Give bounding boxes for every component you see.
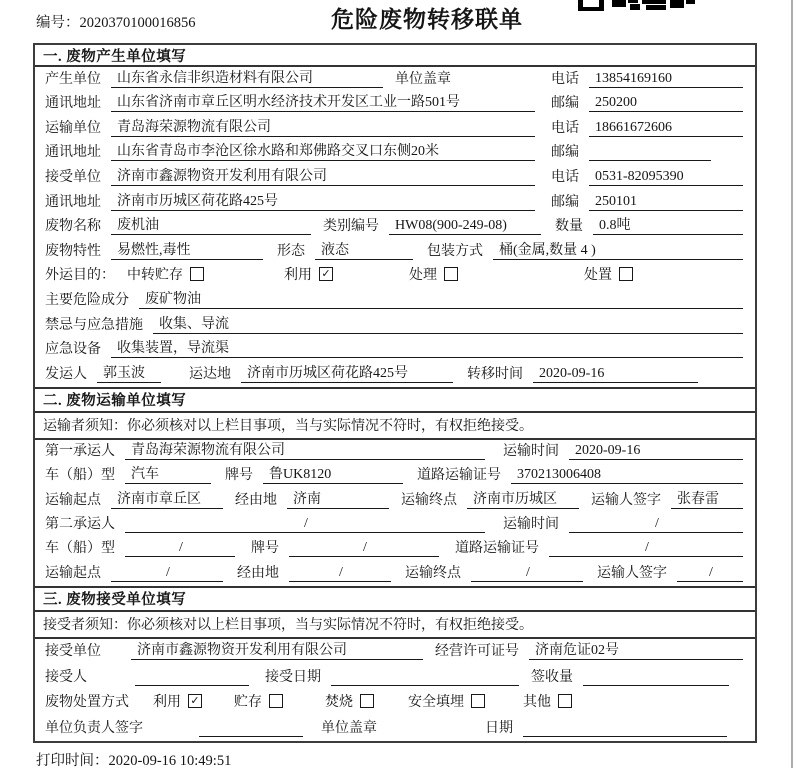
route-via-2-label: 经由地 (237, 565, 279, 581)
print-time (36, 749, 231, 770)
row-responsible-signature (35, 715, 755, 741)
producer-phone-label: 电话 (551, 71, 579, 87)
producer-zip-label: 邮编 (551, 96, 579, 112)
transporter-zip-value (589, 160, 711, 161)
row-waste-traits (35, 239, 755, 264)
row-accepting-unit (35, 639, 755, 665)
second-carrier-label: 第二承运人 (45, 516, 115, 532)
signed-quantity-value (583, 685, 729, 686)
transport-time-label: 运输时间 (503, 444, 559, 460)
section3-notice: 接受者须知：你必须核对以上栏目事项，当与实际情况不符时，有权拒绝接受。 (35, 612, 755, 639)
page-edge-line (791, 0, 793, 768)
plate-2-value: / (289, 540, 439, 557)
plate-value: 鲁UK8120 (263, 463, 403, 484)
disposal-other-checkbox (558, 694, 572, 708)
accepting-unit-value: 济南市鑫源物资开发利用有限公司 (131, 639, 423, 660)
producer-address-label: 通讯地址 (45, 96, 101, 112)
row-emergency-equipment (35, 338, 755, 363)
route-end-value: 济南市历城区 (467, 488, 579, 509)
form-value: 液态 (315, 239, 413, 260)
row-route-1 (35, 488, 755, 512)
hazard-components-value: 废矿物油 (139, 288, 743, 309)
row-first-carrier (35, 440, 755, 464)
transfer-time-value: 2020-09-16 (533, 366, 698, 383)
receiver-zip-value: 250101 (589, 194, 743, 211)
accept-date-value (331, 685, 519, 686)
route-start-value: 济南市章丘区 (111, 488, 223, 509)
row-producer (35, 67, 755, 92)
transporter-value: 青岛海荣源物流有限公司 (111, 116, 535, 137)
emergency-measures-value: 收集、导流 (153, 313, 743, 334)
waste-traits-label: 废物特性 (45, 243, 101, 259)
document-header (0, 0, 796, 43)
qr-code-fragment-icon (578, 0, 703, 12)
purpose-option-treat (409, 264, 458, 284)
packing-value: 桶(金属,数量 4 ) (493, 239, 743, 260)
destination-label: 运达地 (189, 366, 231, 382)
disposal-option-storage (234, 691, 283, 711)
route-via-value: 济南 (287, 488, 389, 509)
quantity-value: 0.8吨 (593, 214, 743, 235)
accept-date-label: 接受日期 (265, 669, 321, 685)
disposal-landfill-label: 安全填埋 (408, 695, 464, 710)
purpose-use-checkbox (319, 267, 333, 281)
second-carrier-value: / (125, 516, 485, 533)
row-accepting-person (35, 664, 755, 690)
route-end-label: 运输终点 (401, 492, 457, 508)
route-via-label: 经由地 (235, 492, 277, 508)
waste-traits-value: 易燃性,毒性 (111, 239, 263, 260)
producer-zip-value: 250200 (589, 95, 743, 112)
transfer-purpose-label: 外运目的： (45, 268, 115, 284)
serial-label: 编号： (36, 15, 80, 31)
row-second-carrier (35, 513, 755, 537)
row-transporter-address (35, 141, 755, 166)
section1-header: 一. 废物产生单位填写 (35, 45, 755, 67)
disposal-option-incineration (325, 691, 374, 711)
signed-quantity-label: 签收量 (531, 669, 573, 685)
purpose-treat-checkbox (444, 267, 458, 281)
route-end-2-label: 运输终点 (405, 565, 461, 581)
form-label: 形态 (277, 243, 305, 259)
route-start-2-value: / (111, 565, 223, 582)
disposal-method-label: 废物处置方式 (45, 695, 129, 710)
transporter-phone-value: 18661672606 (589, 120, 743, 137)
row-receiver-address (35, 190, 755, 215)
packing-label: 包装方式 (427, 243, 483, 259)
shipper-label: 发运人 (45, 366, 87, 382)
receiver-phone-label: 电话 (551, 169, 579, 185)
plate-label: 牌号 (225, 468, 253, 484)
row-waste-name (35, 215, 755, 240)
emergency-equipment-value: 收集装置，导流渠 (111, 337, 743, 358)
print-time-value: 2020-09-16 10:49:51 (108, 753, 232, 769)
receiver-zip-label: 邮编 (551, 194, 579, 210)
license-label: 经营许可证号 (435, 644, 519, 659)
purpose-treat-label: 处理 (409, 268, 437, 284)
license-value: 济南危证02号 (529, 639, 743, 660)
receiver-value: 济南市鑫源物资开发利用有限公司 (111, 165, 535, 186)
transport-time-2-label: 运输时间 (503, 516, 559, 532)
carrier-sign-value: 张春雷 (671, 488, 743, 509)
row-vehicle-2 (35, 537, 755, 561)
row-vehicle-1 (35, 464, 755, 488)
disposal-incineration-checkbox (360, 694, 374, 708)
transfer-time-label: 转移时间 (467, 366, 523, 382)
transfer-form-table (33, 43, 757, 743)
road-permit-label: 道路运输证号 (417, 468, 501, 484)
row-emergency-measures (35, 313, 755, 338)
receiver-label: 接受单位 (45, 169, 101, 185)
producer-value: 山东省永信非织造材料有限公司 (111, 67, 383, 88)
print-time-label: 打印时间： (36, 753, 109, 769)
receiver-address-label: 通讯地址 (45, 194, 101, 210)
row-disposal-method (35, 690, 755, 716)
section2-header: 二. 废物运输单位填写 (35, 387, 755, 413)
serial-value: 2020370100016856 (79, 15, 196, 31)
disposal-other-label: 其他 (523, 695, 551, 710)
section3-header: 三. 废物接受单位填写 (35, 586, 755, 612)
transporter-address-value: 山东省青岛市李沧区徐水路和郑佛路交叉口东侧20米 (111, 140, 535, 161)
date-label: 日期 (485, 720, 513, 736)
responsible-signature-label: 单位负责人签字 (45, 720, 143, 736)
carrier-sign-2-value: / (677, 565, 743, 582)
vehicle-type-label: 车（船）型 (45, 468, 115, 484)
disposal-incineration-label: 焚烧 (325, 695, 353, 710)
carrier-sign-2-label: 运输人签字 (597, 565, 667, 581)
route-start-label: 运输起点 (45, 492, 101, 508)
section3-body (35, 639, 755, 741)
road-permit-value: 370213006408 (511, 467, 743, 484)
accepting-unit-label: 接受单位 (45, 644, 101, 659)
transport-time-2-value: / (569, 516, 743, 533)
road-permit-2-label: 道路运输证号 (455, 541, 539, 557)
emergency-measures-label: 禁忌与应急措施 (45, 317, 143, 333)
transporter-label: 运输单位 (45, 120, 101, 136)
row-hazard-components (35, 288, 755, 313)
purpose-dispose-checkbox (619, 267, 633, 281)
row-receiver (35, 165, 755, 190)
transport-time-value: 2020-09-16 (569, 443, 743, 460)
plate-2-label: 牌号 (251, 541, 279, 557)
route-start-2-label: 运输起点 (45, 565, 101, 581)
section1-body (35, 67, 755, 387)
disposal-landfill-checkbox (471, 694, 485, 708)
serial-number (36, 11, 196, 32)
transporter-zip-label: 邮编 (551, 145, 579, 161)
disposal-use-checkbox (188, 694, 202, 708)
purpose-option-transfer-storage (127, 264, 204, 284)
disposal-option-use (153, 691, 202, 711)
purpose-use-label: 利用 (284, 268, 312, 284)
producer-phone-value: 13854169160 (589, 71, 743, 88)
first-carrier-value: 青岛海荣源物流有限公司 (125, 439, 485, 460)
carrier-sign-label: 运输人签字 (591, 492, 661, 508)
accepting-person-value (135, 685, 249, 686)
emergency-equipment-label: 应急设备 (45, 342, 101, 358)
stamp-label: 单位盖章 (395, 71, 451, 87)
disposal-storage-label: 贮存 (234, 695, 262, 710)
producer-address-value: 山东省济南市章丘区明水经济技术开发区工业一路501号 (111, 91, 535, 112)
waste-name-label: 废物名称 (45, 219, 101, 235)
disposal-use-label: 利用 (153, 695, 181, 710)
section2-body (35, 440, 755, 586)
transporter-phone-label: 电话 (551, 120, 579, 136)
disposal-storage-checkbox (269, 694, 283, 708)
accepting-person-label: 接受人 (45, 669, 87, 685)
road-permit-2-value: / (549, 540, 743, 557)
purpose-option-use (284, 264, 333, 284)
row-producer-address (35, 92, 755, 117)
date-value (523, 736, 727, 737)
waste-name-value: 废机油 (111, 214, 311, 235)
purpose-option-dispose (584, 264, 633, 284)
responsible-signature-value (199, 736, 303, 737)
disposal-option-landfill (408, 691, 485, 711)
receiver-address-value: 济南市历城区荷花路425号 (111, 190, 535, 211)
unit-stamp-label: 单位盖章 (321, 720, 377, 736)
section2-notice: 运输者须知：你必须核对以上栏目事项，当与实际情况不符时，有权拒绝接受。 (35, 413, 755, 440)
row-shipper (35, 362, 755, 387)
purpose-transfer-storage-label: 中转贮存 (127, 268, 183, 284)
page-title: 危险废物转移联单 (331, 7, 523, 32)
checkmark: ✓ (321, 267, 331, 281)
purpose-transfer-storage-checkbox (190, 267, 204, 281)
first-carrier-label: 第一承运人 (45, 444, 115, 460)
receiver-phone-value: 0531-82095390 (589, 169, 743, 186)
route-end-2-value: / (471, 565, 583, 582)
category-label: 类别编号 (323, 219, 379, 235)
route-via-2-value: / (289, 565, 391, 582)
destination-value: 济南市历城区荷花路425号 (241, 362, 453, 383)
quantity-label: 数量 (555, 219, 583, 235)
row-route-2 (35, 561, 755, 585)
row-transfer-purpose (35, 264, 755, 289)
purpose-dispose-label: 处置 (584, 268, 612, 284)
transporter-address-label: 通讯地址 (45, 145, 101, 161)
row-transporter (35, 116, 755, 141)
checkmark: ✓ (190, 694, 200, 707)
vehicle-type-2-value: / (125, 540, 235, 557)
vehicle-type-value: 汽车 (125, 463, 211, 484)
shipper-value: 郭玉波 (97, 362, 161, 383)
hazard-components-label: 主要危险成分 (45, 292, 129, 308)
disposal-option-other (523, 691, 572, 711)
producer-label: 产生单位 (45, 71, 101, 87)
vehicle-type-2-label: 车（船）型 (45, 541, 115, 557)
category-value: HW08(900-249-08) (389, 218, 541, 235)
